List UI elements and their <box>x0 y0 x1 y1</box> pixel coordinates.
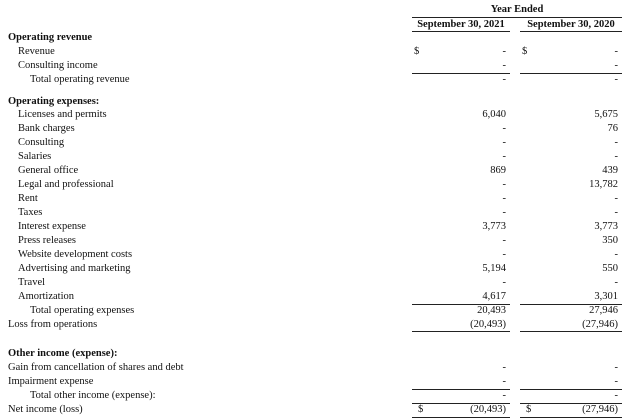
row-label-loss-from-operations: Loss from operations <box>8 319 98 330</box>
value-2020-consulting-income: - <box>614 60 618 71</box>
value-2020-website-development-costs: - <box>614 249 618 260</box>
net-rule-top <box>520 403 622 404</box>
value-2020-taxes: - <box>614 207 618 218</box>
value-2020-general-office: 439 <box>602 165 618 176</box>
row-label-licenses-and-permits: Licenses and permits <box>18 109 107 120</box>
value-2021-advertising-and-marketing: 5,194 <box>482 263 506 274</box>
column-header-2020: September 30, 2020 <box>527 19 615 30</box>
currency-symbol: $ <box>414 46 420 57</box>
value-2020-salaries: - <box>614 151 618 162</box>
row-label-total-other-income-expense: Total other income (expense): <box>30 390 156 401</box>
row-label-revenue: Revenue <box>18 46 55 57</box>
value-2020-interest-expense: 3,773 <box>594 221 618 232</box>
value-2021-loss-from-operations: (20,493) <box>470 319 506 330</box>
row-label-bank-charges: Bank charges <box>18 123 75 134</box>
value-2020-revenue: - <box>614 46 618 57</box>
row-label-operating-expenses: Operating expenses: <box>8 96 100 107</box>
total-rule <box>412 389 510 390</box>
row-label-net-income-loss: Net income (loss) <box>8 404 83 415</box>
value-2021-taxes: - <box>502 207 506 218</box>
row-label-rent: Rent <box>18 193 38 204</box>
value-2021-rent: - <box>502 193 506 204</box>
value-2021-legal-and-professional: - <box>502 179 506 190</box>
value-2021-net-income-loss: (20,493) <box>470 404 506 415</box>
loss-from-operations-underline <box>412 331 510 332</box>
row-label-salaries: Salaries <box>18 151 52 162</box>
value-2020-net-income-loss: (27,946) <box>582 404 618 415</box>
value-2021-consulting: - <box>502 137 506 148</box>
value-2021-general-office: 869 <box>490 165 506 176</box>
value-2020-gain-from-cancellation-of-shares-and-debt: - <box>614 362 618 373</box>
value-2021-gain-from-cancellation-of-shares-and-debt: - <box>502 362 506 373</box>
row-label-taxes: Taxes <box>18 207 43 218</box>
total-rule <box>520 389 622 390</box>
value-2021-amortization: 4,617 <box>482 291 506 302</box>
period-label: Year Ended <box>490 4 544 15</box>
column-underline-2020 <box>520 31 622 32</box>
row-label-travel: Travel <box>18 277 46 288</box>
row-label-press-releases: Press releases <box>18 235 77 246</box>
loss-from-operations-underline <box>520 331 622 332</box>
row-label-total-operating-revenue: Total operating revenue <box>30 74 130 85</box>
value-2020-legal-and-professional: 13,782 <box>589 179 618 190</box>
value-2021-bank-charges: - <box>502 123 506 134</box>
value-2020-advertising-and-marketing: 550 <box>602 263 618 274</box>
total-rule <box>412 304 510 305</box>
value-2021-licenses-and-permits: 6,040 <box>482 109 506 120</box>
value-2020-licenses-and-permits: 5,675 <box>594 109 618 120</box>
value-2021-revenue: - <box>502 46 506 57</box>
currency-symbol: $ <box>418 404 424 415</box>
value-2020-amortization: 3,301 <box>594 291 618 302</box>
value-2020-travel: - <box>614 277 618 288</box>
total-rule <box>412 73 510 74</box>
row-label-legal-and-professional: Legal and professional <box>18 179 114 190</box>
currency-symbol: $ <box>526 404 532 415</box>
net-rule-top <box>412 403 510 404</box>
value-2021-travel: - <box>502 277 506 288</box>
row-label-website-development-costs: Website development costs <box>18 249 133 260</box>
row-label-other-income-expense: Other income (expense): <box>8 348 118 359</box>
value-2021-total-operating-revenue: - <box>502 74 506 85</box>
value-2020-rent: - <box>614 193 618 204</box>
total-rule <box>520 304 622 305</box>
column-header-2021: September 30, 2021 <box>417 19 505 30</box>
row-label-advertising-and-marketing: Advertising and marketing <box>18 263 131 274</box>
value-2020-impairment-expense: - <box>614 376 618 387</box>
row-label-amortization: Amortization <box>18 291 74 302</box>
value-2020-total-operating-revenue: - <box>614 74 618 85</box>
row-label-consulting-income: Consulting income <box>18 60 98 71</box>
row-label-gain-from-cancellation-of-shares-and-debt: Gain from cancellation of shares and debt <box>8 362 184 373</box>
value-2021-website-development-costs: - <box>502 249 506 260</box>
value-2020-total-other-income-expense: - <box>614 390 618 401</box>
value-2020-press-releases: 350 <box>602 235 618 246</box>
value-2021-consulting-income: - <box>502 60 506 71</box>
total-rule <box>520 73 622 74</box>
value-2020-bank-charges: 76 <box>607 123 618 134</box>
value-2021-interest-expense: 3,773 <box>482 221 506 232</box>
row-label-total-operating-expenses: Total operating expenses <box>30 305 135 316</box>
currency-symbol: $ <box>522 46 528 57</box>
value-2020-total-operating-expenses: 27,946 <box>589 305 618 316</box>
row-label-general-office: General office <box>18 165 79 176</box>
value-2021-impairment-expense: - <box>502 376 506 387</box>
row-label-interest-expense: Interest expense <box>18 221 86 232</box>
net-rule-bottom <box>520 417 622 418</box>
row-label-consulting: Consulting <box>18 137 65 148</box>
value-2021-salaries: - <box>502 151 506 162</box>
value-2020-consulting: - <box>614 137 618 148</box>
value-2021-total-other-income-expense: - <box>502 390 506 401</box>
column-underline-2021 <box>412 31 510 32</box>
row-label-impairment-expense: Impairment expense <box>8 376 94 387</box>
value-2020-loss-from-operations: (27,946) <box>582 319 618 330</box>
value-2021-total-operating-expenses: 20,493 <box>477 305 506 316</box>
row-label-operating-revenue: Operating revenue <box>8 32 93 43</box>
net-rule-bottom <box>412 417 510 418</box>
value-2021-press-releases: - <box>502 235 506 246</box>
